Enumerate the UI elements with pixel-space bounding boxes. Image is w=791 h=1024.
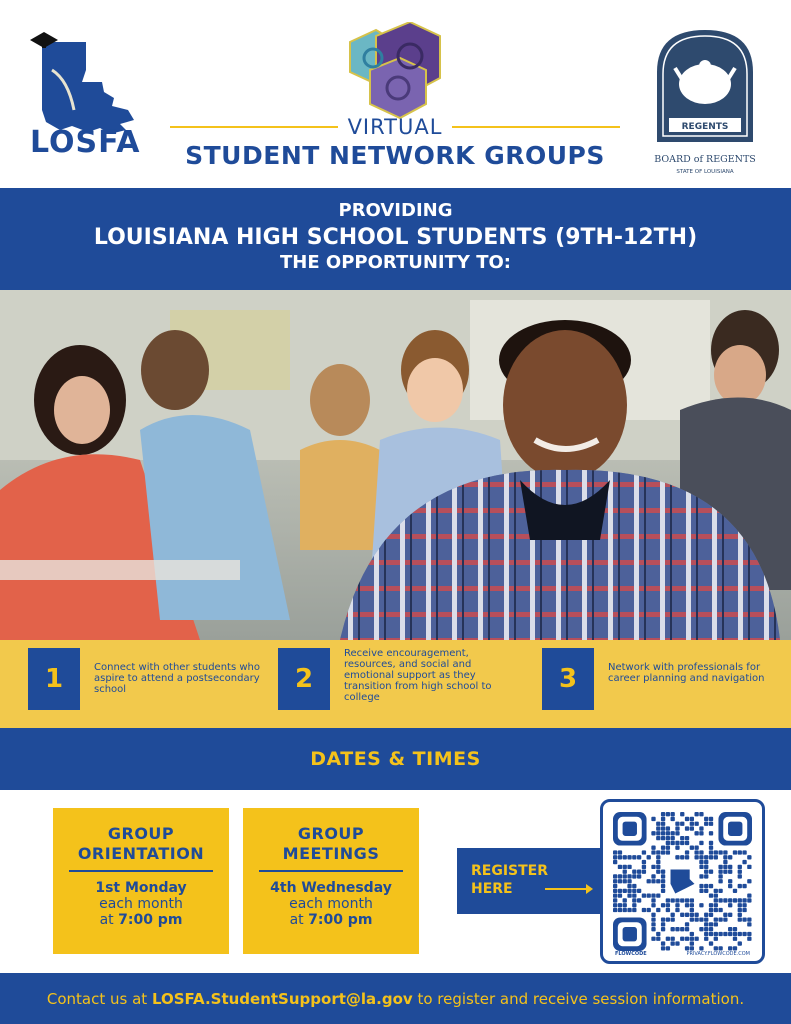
arrow-right-icon	[545, 888, 591, 890]
opportunity-text: Network with professionals for career planning and navigation	[608, 662, 765, 684]
card-at: at	[99, 912, 114, 928]
card-title-line-2: MEETINGS	[282, 844, 380, 863]
classroom-illustration	[0, 290, 791, 640]
opportunities-band	[0, 640, 791, 728]
card-title-line-1: GROUP	[107, 824, 175, 843]
program-title: STUDENT NETWORK GROUPS	[185, 141, 605, 170]
dates-heading: DATES & TIMES	[310, 748, 481, 770]
regents-banner-text: REGENTS	[681, 122, 729, 132]
opportunity-item	[28, 648, 264, 710]
card-divider	[69, 870, 213, 872]
opportunity-item	[542, 648, 778, 710]
opportunity-text: Connect with other students who aspire to attend a postsecondary school	[94, 662, 260, 695]
card-time-line	[243, 912, 419, 928]
card-frequency: each month	[99, 896, 183, 912]
gold-rule-right	[452, 126, 620, 128]
qr-code-icon	[613, 812, 752, 951]
card-frequency: each month	[289, 896, 373, 912]
card-time: 7:00 pm	[118, 912, 183, 928]
network-groups-hex-logo	[330, 22, 460, 122]
register-line-1: REGISTER	[471, 863, 549, 879]
qr-privacy: PRIVACY.FLOWCODE.COM	[686, 951, 750, 957]
card-divider	[259, 870, 403, 872]
card-day: 4th Wednesday	[270, 880, 392, 896]
orientation-card	[53, 808, 229, 954]
registration-qr-code[interactable]	[600, 799, 765, 964]
opportunity-number: 1	[28, 648, 80, 710]
intro-band	[0, 188, 791, 290]
register-line-2: HERE	[471, 881, 513, 897]
footer-prefix: Contact us at	[46, 989, 148, 1008]
opportunity-text: Receive encouragement, resources, and social and emotional support as they transition from high school to college	[344, 648, 492, 703]
card-title-line-2: ORIENTATION	[77, 844, 205, 863]
dates-heading-band	[0, 728, 791, 790]
opportunity-number: 2	[278, 648, 330, 710]
header	[0, 0, 791, 188]
gold-rule-left	[170, 126, 338, 128]
virtual-label: VIRTUAL	[347, 115, 443, 139]
register-here-callout[interactable]	[457, 848, 607, 914]
card-time: 7:00 pm	[308, 912, 373, 928]
opportunity-item	[278, 648, 514, 710]
support-email-link[interactable]: LOSFA.StudentSupport@la.gov	[151, 989, 413, 1008]
card-time-line	[53, 912, 229, 928]
program-title-block	[170, 115, 620, 170]
board-of-regents-seal	[645, 22, 765, 182]
classroom-photo	[0, 290, 791, 640]
card-at: at	[289, 912, 304, 928]
meetings-card	[243, 808, 419, 954]
intro-line-3: THE OPPORTUNITY TO:	[280, 252, 511, 273]
regents-board-text: BOARD of REGENTS	[654, 154, 756, 165]
opportunity-number: 3	[542, 648, 594, 710]
intro-line-2: LOUISIANA HIGH SCHOOL STUDENTS (9TH-12TH)	[93, 225, 698, 250]
card-title-line-1: GROUP	[297, 824, 365, 843]
qr-brand: FLOWCODE	[615, 951, 647, 957]
footer-contact	[0, 973, 791, 1024]
intro-line-1: PROVIDING	[338, 200, 453, 221]
footer-suffix: to register and receive session information.	[417, 989, 745, 1008]
regents-state-text: STATE OF LOUISIANA	[676, 169, 734, 175]
card-day: 1st Monday	[95, 880, 187, 896]
losfa-wordmark: LOSFA	[30, 125, 141, 160]
